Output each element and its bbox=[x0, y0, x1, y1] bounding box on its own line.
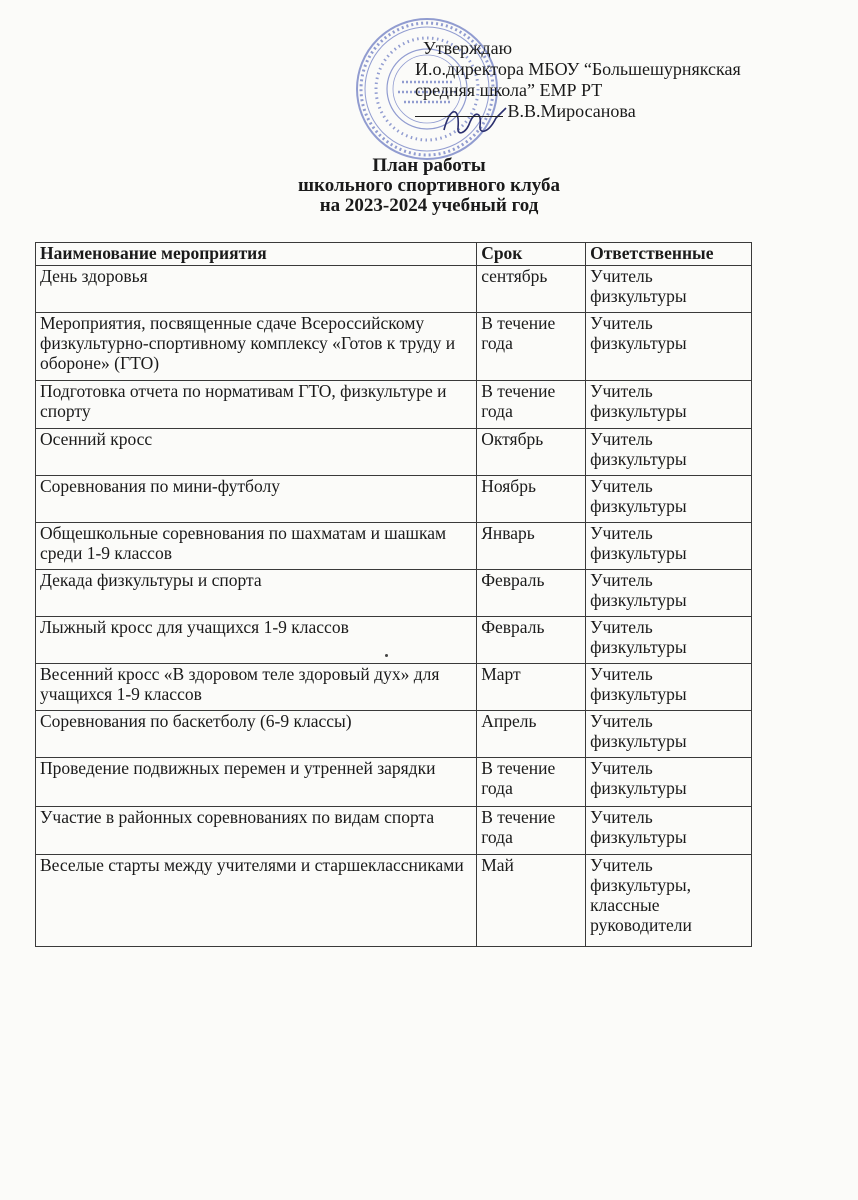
table-row bbox=[36, 313, 752, 381]
approval-approve: Утверждаю bbox=[423, 38, 513, 58]
event-name: Общешкольные соревнования по шахматам и шашкам среди 1-9 классов bbox=[36, 523, 477, 570]
event-term: Февраль bbox=[477, 617, 586, 664]
table-row bbox=[36, 855, 752, 947]
table-row bbox=[36, 429, 752, 476]
event-name: Соревнования по мини-футболу bbox=[36, 476, 477, 523]
title-line-3: на 2023-2024 учебный год bbox=[319, 195, 539, 216]
event-responsible: Учитель физкультуры bbox=[586, 711, 752, 758]
event-term: В течение года bbox=[477, 381, 586, 429]
event-term: Апрель bbox=[477, 711, 586, 758]
event-name: Соревнования по баскетболу (6-9 классы) bbox=[36, 711, 477, 758]
event-term: Ноябрь bbox=[477, 476, 586, 523]
event-responsible: Учитель физкультуры bbox=[586, 429, 752, 476]
event-term: сентябрь bbox=[477, 266, 586, 313]
event-responsible: Учитель физкультуры bbox=[586, 476, 752, 523]
event-name: Веселые старты между учителями и старшеклассниками bbox=[36, 855, 477, 947]
event-name: Мероприятия, посвященные сдаче Всероссийскому физкультурно-спортивному комплексу «Готов к труду и обороне» (ГТО) bbox=[36, 313, 477, 381]
table-row bbox=[36, 758, 752, 807]
table-row bbox=[36, 664, 752, 711]
event-responsible: Учитель физкультуры bbox=[586, 758, 752, 807]
event-term: В течение года bbox=[477, 807, 586, 855]
page-title bbox=[0, 156, 858, 216]
signature-line bbox=[415, 102, 503, 117]
event-term: Январь bbox=[477, 523, 586, 570]
event-term: Март bbox=[477, 664, 586, 711]
approval-block bbox=[415, 38, 741, 122]
table-row bbox=[36, 711, 752, 758]
activity-plan-table bbox=[35, 242, 752, 947]
event-responsible: Учитель физкультуры bbox=[586, 523, 752, 570]
event-responsible: Учитель физкультуры bbox=[586, 570, 752, 617]
header-event-name: Наименование мероприятия bbox=[36, 243, 477, 266]
event-name: Подготовка отчета по нормативам ГТО, физкультуре и спорту bbox=[36, 381, 477, 429]
table-row bbox=[36, 617, 752, 664]
event-name: Участие в районных соревнованиях по видам спорта bbox=[36, 807, 477, 855]
event-responsible: Учитель физкультуры bbox=[586, 313, 752, 381]
event-term: Май bbox=[477, 855, 586, 947]
event-responsible: Учитель физкультуры, классные руководители bbox=[586, 855, 752, 947]
table-row bbox=[36, 523, 752, 570]
scan-speck bbox=[385, 654, 388, 657]
event-name: День здоровья bbox=[36, 266, 477, 313]
approval-school: средняя школа” ЕМР РТ bbox=[415, 80, 603, 100]
table-row bbox=[36, 570, 752, 617]
approval-position: И.о.директора МБОУ “Большешурнякская bbox=[415, 59, 741, 79]
event-name: Декада физкультуры и спорта bbox=[36, 570, 477, 617]
title-line-1: План работы bbox=[372, 155, 486, 176]
event-responsible: Учитель физкультуры bbox=[586, 807, 752, 855]
event-responsible: Учитель физкультуры bbox=[586, 664, 752, 711]
header-term: Срок bbox=[477, 243, 586, 266]
table-row bbox=[36, 381, 752, 429]
event-term: Октябрь bbox=[477, 429, 586, 476]
event-term: В течение года bbox=[477, 313, 586, 381]
event-name: Весенний кросс «В здоровом теле здоровый дух» для учащихся 1-9 классов bbox=[36, 664, 477, 711]
event-responsible: Учитель физкультуры bbox=[586, 617, 752, 664]
table-row bbox=[36, 807, 752, 855]
event-name: Осенний кросс bbox=[36, 429, 477, 476]
title-line-2: школьного спортивного клуба bbox=[298, 175, 560, 196]
approval-signer: В.В.Миросанова bbox=[507, 101, 636, 121]
event-term: В течение года bbox=[477, 758, 586, 807]
table-row bbox=[36, 266, 752, 313]
approval-signer-line bbox=[415, 101, 741, 122]
event-name: Лыжный кросс для учащихся 1-9 классов bbox=[36, 617, 477, 664]
event-responsible: Учитель физкультуры bbox=[586, 381, 752, 429]
event-term: Февраль bbox=[477, 570, 586, 617]
table-header-row bbox=[36, 243, 752, 266]
header-responsible: Ответственные bbox=[586, 243, 752, 266]
event-responsible: Учитель физкультуры bbox=[586, 266, 752, 313]
event-name: Проведение подвижных перемен и утренней зарядки bbox=[36, 758, 477, 807]
table-row bbox=[36, 476, 752, 523]
